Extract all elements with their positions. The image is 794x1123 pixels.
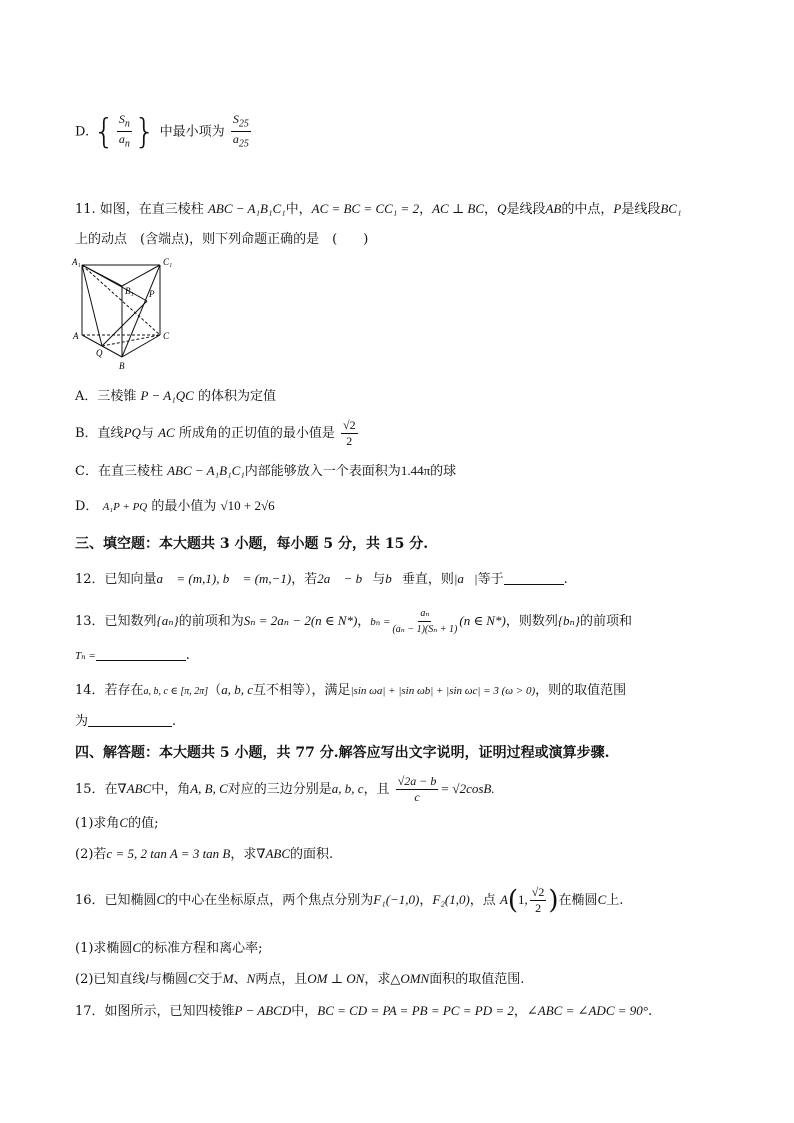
- q12-expr: 2a⃗ − b⃗: [317, 571, 373, 586]
- opt-d-expr: A₁P + PQ: [102, 501, 148, 513]
- q16-p2-m: M: [222, 971, 234, 986]
- q11-q: Q: [497, 201, 507, 216]
- opt-c-text: 内部能够放入一个表面积为: [244, 464, 401, 479]
- q16-p2-e: 、: [233, 972, 247, 987]
- q13-line2: [75, 647, 190, 663]
- q10-option-d: [75, 112, 253, 152]
- q16-p2-d: 交于: [196, 972, 223, 987]
- q15-angles: A, B, C: [190, 781, 228, 796]
- q16-text-b: 的中心在坐标原点，两个焦点分别为: [165, 893, 374, 908]
- q12-text-d: 垂直，则: [401, 572, 454, 587]
- q11-text-d: 是线段: [506, 202, 546, 217]
- q15-part1: [75, 812, 158, 831]
- q12-vb: b⃗: [385, 571, 402, 586]
- q15-p1-var: C: [119, 815, 129, 830]
- q15-p2-tri: ∇ABC: [256, 846, 291, 861]
- seq-num: S: [118, 112, 125, 126]
- q15-den: c: [414, 790, 420, 804]
- ans-den-sub: 25: [238, 138, 249, 150]
- label-p: P: [149, 289, 155, 299]
- q17-text-b: 中，: [291, 1004, 318, 1019]
- label-b: B: [119, 361, 125, 371]
- opt-a-text: 的体积为定值: [197, 389, 276, 404]
- opt-a-label: A．三棱锥: [75, 389, 137, 404]
- q15-text-d: ，且: [363, 782, 390, 797]
- q15-stem: [75, 774, 495, 805]
- q12-abs: |a⃗|: [453, 571, 478, 586]
- q17-end: .: [647, 1004, 653, 1019]
- seq-den: a: [118, 132, 125, 147]
- q14-line2: [75, 710, 176, 729]
- q15-p1-end: 的值;: [128, 816, 159, 831]
- q12-text-c: 与: [372, 572, 386, 587]
- ans-den: a: [232, 132, 239, 147]
- q14-vars: a, b, c: [221, 682, 253, 697]
- q16-part2: [75, 968, 524, 987]
- q14-end: .: [172, 714, 177, 729]
- opt-d-val: √10 + 2√6: [220, 498, 275, 513]
- q11-option-d: [75, 495, 275, 514]
- seq-den-sub: n: [124, 138, 130, 150]
- q14-text-d: ，则的取值范围: [535, 683, 627, 698]
- q16-point-y: [530, 885, 547, 916]
- q16-text-a: 16．已知椭圆: [75, 893, 157, 908]
- q13-bseq: {bₙ}: [557, 613, 580, 628]
- q16-p1-c: C: [132, 940, 142, 955]
- q11-text-c: ，: [484, 202, 498, 217]
- q13-bn: bₙ =: [370, 616, 391, 628]
- q13-sn: Sₙ = 2aₙ − 2(n ∈ N*): [243, 613, 358, 628]
- q15-fraction: [396, 774, 439, 805]
- q15-p1-text: (1)求角: [75, 816, 120, 831]
- q16-c2: C: [597, 892, 607, 907]
- q14-text-b: （: [208, 683, 222, 698]
- q16-p2-perp: OM ⊥ ON: [307, 971, 365, 986]
- answer-blank[interactable]: [504, 571, 564, 585]
- q11-text-a: 11. 如图，在直三棱柱: [75, 202, 204, 217]
- q14-eq: |sin ωa| + |sin ωb| + |sin ωc| = 3 (ω > 0): [350, 685, 536, 697]
- q16-p1-text: (1)求椭圆: [75, 941, 133, 956]
- q16-p2-tri: △OMN: [390, 971, 430, 986]
- q15-text-b: 中，角: [151, 782, 191, 797]
- opt-b-num: √2: [342, 418, 356, 432]
- label-b1: B₁: [125, 286, 134, 296]
- q15-part2: [75, 843, 333, 862]
- q15-sides: a, b, c: [331, 781, 364, 796]
- section-4-heading: 四、解答题：本大题共 5 小题，共 77 分.解答应写出文字说明，证明过程或演算步骤.: [75, 745, 610, 761]
- label-a1: A₁: [72, 257, 81, 267]
- q11-text-b: 中，: [285, 202, 312, 217]
- q14-line1: [75, 679, 626, 698]
- q13-fraction: [392, 606, 457, 637]
- q11-option-b: [75, 418, 360, 449]
- option-text: 中最小项为: [159, 124, 225, 140]
- q12-vectors: a⃗ = (m,1), b⃗ = (m,−1): [156, 571, 292, 586]
- q14-text-a: 14．若存在: [75, 683, 144, 698]
- q14-text-line2: 为: [75, 714, 89, 729]
- q16-c1: C: [156, 892, 166, 907]
- q17-eq2: ∠ABC = ∠ADC = 90°: [526, 1003, 648, 1018]
- q16-text-d: 在椭圆: [558, 893, 598, 908]
- label-q: Q: [96, 348, 103, 358]
- seq-fraction: [117, 112, 132, 152]
- opt-c-label: C．在直三棱柱: [75, 464, 163, 479]
- q13-cond: (n ∈ N*): [459, 613, 506, 628]
- q11-option-c: [75, 460, 456, 479]
- q17-text-a: 17．如图所示，已知四棱锥: [75, 1004, 235, 1019]
- q15-rhs: = √2cosB.: [440, 781, 495, 796]
- q15-p2-end: 的面积.: [290, 847, 334, 862]
- q13-text-e: 的前项和: [580, 614, 633, 629]
- opt-b-ac: AC: [158, 425, 175, 440]
- opt-b-fraction: [341, 418, 358, 449]
- q15-num: √2a − b: [397, 774, 437, 788]
- q11-comma: ，: [419, 202, 433, 217]
- q16-comma: ，: [419, 893, 433, 908]
- q16-f1: F₁(−1,0): [373, 892, 420, 907]
- q11-ab: AB: [545, 201, 562, 216]
- q15-p2-mid: ，求: [230, 847, 257, 862]
- left-paren: (: [507, 885, 519, 916]
- right-brace: }: [133, 111, 156, 152]
- q16-p1-end: 的标准方程和离心率;: [141, 941, 263, 956]
- q16-stem: [75, 885, 623, 916]
- q15-p2-text: (2)若: [75, 847, 107, 862]
- opt-b-text: 所成角的正切值的最小值是: [178, 426, 335, 441]
- q16-point-x: 1,: [518, 892, 528, 907]
- q16-p2-c: C: [188, 971, 197, 986]
- ans-num-sub: 25: [238, 118, 249, 130]
- q13-end: .: [185, 648, 190, 663]
- opt-b-mid: 与: [140, 426, 154, 441]
- q11-stem-line1: [75, 198, 681, 217]
- q13-line1: [75, 606, 632, 637]
- q11-bc1: BC₁: [660, 201, 682, 216]
- q16-p2-g: ，求: [364, 972, 391, 987]
- opt-d-text: 的最小值为: [151, 499, 217, 514]
- q16-point-a: A: [499, 892, 508, 907]
- q12-line: [75, 568, 568, 587]
- q16-point-num: √2: [531, 885, 545, 899]
- left-brace: {: [93, 111, 115, 152]
- q16-p2-f: 两点，且: [255, 972, 308, 987]
- q11-text-f: 是线段: [621, 202, 661, 217]
- q17-pyramid: P − ABCD: [234, 1003, 292, 1018]
- q14-text-c: 互不相等），满足: [253, 683, 351, 698]
- label-c1: C₁: [163, 257, 173, 267]
- q16-p2-l: l: [145, 971, 150, 986]
- section-3-heading: 三、填空题：本大题共 3 小题，每小题 5 分，共 15 分.: [75, 536, 429, 552]
- q14-set: a, b, c ∈ [π, 2π]: [143, 686, 209, 697]
- right-paren: ): [548, 885, 559, 916]
- q15-p2-cond: c = 5, 2 tan A = 3 tan B: [106, 846, 231, 861]
- label-c: C: [163, 331, 170, 341]
- opt-b-pq: PQ: [123, 425, 141, 440]
- q16-point-den: 2: [535, 901, 542, 915]
- q16-p2-a: (2)已知直线: [75, 972, 146, 987]
- q13-num: aₙ: [418, 606, 431, 622]
- q15-tri: ∇ABC: [117, 781, 152, 796]
- q11-prism: ABC − A₁B₁C₁: [207, 201, 286, 216]
- q15-text-a: 15．在: [75, 782, 118, 797]
- opt-c-prism: ABC − A₁B₁C₁: [167, 463, 245, 478]
- q16-text-e: 上.: [606, 893, 624, 908]
- q12-text-b: ，若: [291, 572, 318, 587]
- q17-text-c: ，: [513, 1004, 527, 1019]
- q13-text-a: 13．已知数列: [75, 614, 157, 629]
- q11-p: P: [613, 201, 622, 216]
- q12-text-e: 等于: [477, 572, 504, 587]
- q16-p2-b: 与椭圆: [149, 972, 189, 987]
- answer-blank[interactable]: [96, 647, 186, 661]
- q11-text-e: 的中点，: [561, 202, 614, 217]
- prism-figure: [70, 253, 182, 373]
- option-label: D.: [75, 124, 90, 140]
- q13-text-c: ，: [357, 614, 371, 629]
- opt-b-den: 2: [346, 434, 353, 448]
- q15-text-c: 对应的三边分别是: [227, 782, 332, 797]
- q13-text-d: ，则数列: [505, 614, 558, 629]
- q13-den: (aₙ − 1)(Sₙ + 1): [392, 624, 458, 635]
- q16-p2-n: N: [246, 971, 256, 986]
- q11-stem-line2: 上的动点 (含端点)，则下列命题正确的是 ( ): [75, 232, 369, 247]
- q11-option-a: [75, 385, 276, 404]
- q16-f2: F₂(1,0): [432, 892, 470, 907]
- q16-part1: [75, 937, 262, 956]
- q12-text-a: 12．已知向量: [75, 572, 157, 587]
- q16-text-c: ，点: [469, 893, 496, 908]
- q13-tn: Tₙ =: [75, 650, 96, 662]
- ans-num: S: [232, 112, 239, 126]
- opt-c-val: 1.44π: [400, 463, 431, 478]
- opt-b-label: B．直线: [75, 426, 124, 441]
- q11-cond1: AC = BC = CC₁ = 2: [311, 201, 420, 216]
- opt-c-end: 的球: [430, 464, 457, 479]
- q17-stem: [75, 1000, 652, 1019]
- q13-text-b: 的前项和为: [178, 614, 244, 629]
- seq-num-sub: n: [124, 118, 130, 130]
- q11-cond2: AC ⊥ BC: [432, 201, 485, 216]
- q16-p2-h: 面积的取值范围.: [429, 972, 525, 987]
- answer-blank[interactable]: [88, 713, 172, 727]
- q13-seq: {aₙ}: [156, 613, 179, 628]
- q12-end: .: [563, 572, 568, 587]
- opt-a-expr: P − A₁QC: [140, 388, 194, 403]
- label-a: A: [73, 331, 79, 341]
- answer-fraction: [231, 112, 251, 152]
- opt-d-label: D．: [75, 499, 99, 514]
- q17-eq1: BC = CD = PA = PB = PC = PD = 2: [317, 1003, 514, 1018]
